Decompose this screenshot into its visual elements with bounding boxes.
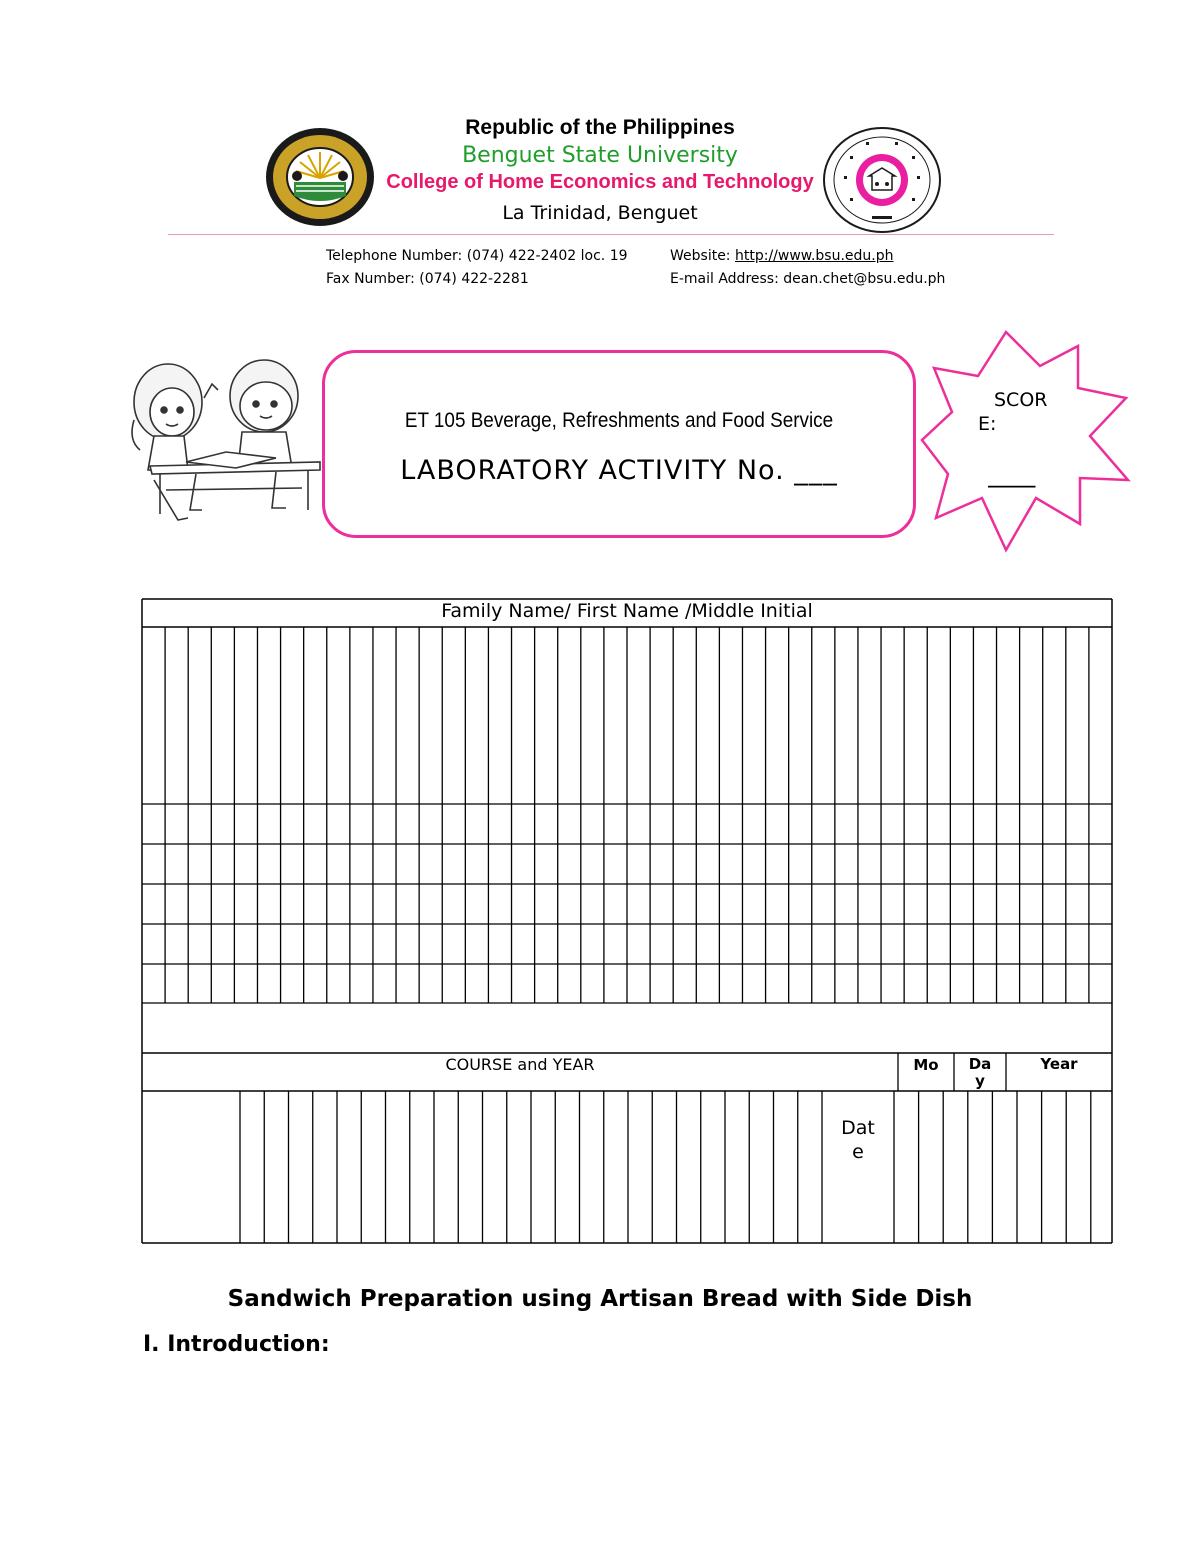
telephone-number: Telephone Number: (074) 422-2402 loc. 19 [326, 248, 628, 264]
day-header [954, 1056, 1006, 1090]
month-header: Mo [913, 1056, 939, 1074]
country-heading: Republic of the Philippines [465, 116, 735, 139]
year-header: Year [1040, 1055, 1078, 1073]
date-label-part1: Dat [841, 1117, 875, 1139]
website-link[interactable]: http://www.bsu.edu.ph [734, 248, 894, 264]
email-address: E-mail Address: dean.chet@bsu.edu.ph [670, 271, 946, 287]
college-name: College of Home Economics and Technology [386, 171, 814, 193]
fax-number: Fax Number: (074) 422-2281 [326, 271, 529, 287]
day-header-part1: Da [968, 1055, 992, 1073]
day-header-part2: y [975, 1072, 985, 1090]
introduction-heading: I. Introduction: [143, 1332, 330, 1357]
university-name: Benguet State University [462, 143, 738, 168]
score-label-line1: SCOR [994, 389, 1048, 411]
date-label [822, 1116, 894, 1164]
campus-location: La Trinidad, Benguet [502, 202, 698, 224]
website-label: Website: [670, 248, 735, 264]
document-heading: Sandwich Preparation using Artisan Bread with Side Dish [227, 1286, 973, 1312]
score-label-line2: E: [978, 413, 997, 435]
score-blank[interactable]: _____ [988, 466, 1036, 488]
name-header: Family Name/ First Name /Middle Initial [441, 600, 813, 622]
course-year-header: COURSE and YEAR [445, 1055, 595, 1074]
lab-activity-title: LABORATORY ACTIVITY No. ___ [400, 455, 838, 486]
date-label-part2: e [852, 1141, 864, 1163]
course-title: ET 105 Beverage, Refreshments and Food Service [404, 409, 834, 432]
